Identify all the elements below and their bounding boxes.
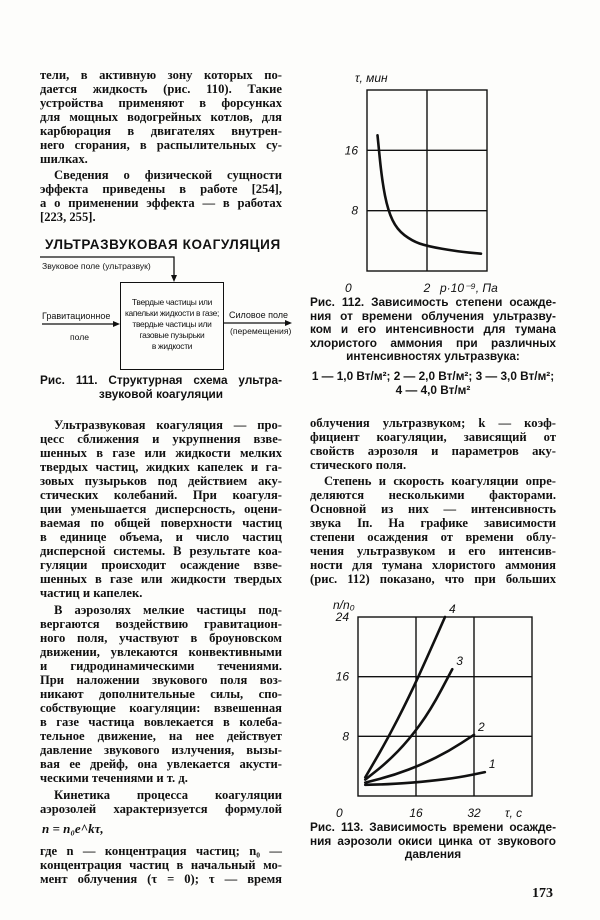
text-line: где n — концентрация частиц; n₀ — [40,844,282,858]
text-line: чения ультразвуком и его интенсив- [310,544,556,558]
text-line: ции уменьшается дисперсность, оцени- [40,502,282,516]
text-line: ния аэрозоли окиси цинка от звукового [310,833,556,848]
diagram-box-line: в жидкости [151,341,193,351]
text-line: ного поля, участвуют в броуновском [40,631,282,645]
text-line: и гидродинамическими течениями. [40,659,282,673]
origin-label: 0 [345,281,352,295]
text-line: зовых пузырьков под действием аку- [40,474,282,488]
text-line: тели, в активную зону которых по- [40,68,282,82]
text-line: дисперсной системы. В результате коа- [40,544,282,558]
text-line: вергаются воздействию гравитацион- [40,617,282,631]
diagram-output-1: Силовое поле [229,310,289,320]
text-line: Рис. 113. Зависимость времени осажде- [310,820,556,834]
y-tick-label: 16 [335,669,349,684]
text-line: звука Iп. На графике зависимости [310,516,556,530]
text-line: давления [404,847,462,861]
text-line: хлористого аммония при различных [310,335,556,350]
text-line: стического поля. [310,458,407,472]
x-axis-label: p·10⁻⁹, Па [440,281,498,295]
text-line: мент облучения (τ = 0); τ — время [40,872,282,886]
series-label: 4 [449,602,456,616]
x-axis-label: τ, с [505,806,523,820]
formula: n = n₀e^kτ, [42,821,104,836]
diagram-output-2: (перемещения) [230,326,292,336]
text-line: карбюрация в двигателях внутрен- [40,124,282,138]
text-line: В аэрозолях мелкие частицы под- [54,603,282,617]
text-line: шилках. [40,152,88,166]
text-line: для мощных водогрейных котлов, для [40,110,282,124]
text-line: никают дополнительные силы, спо- [40,687,282,701]
text-line: фициент коагуляции, зависящий от [310,430,556,444]
origin-label: 0 [336,806,343,820]
text-line: стических колебаний. При коагуля- [40,488,282,502]
text-line: цесс сближения и укрупнения взве- [40,432,282,446]
text-line: ности для тумана хлористого аммония [310,558,556,572]
y-axis-label: n/n₀ [333,598,355,612]
y-tick-label: 24 [335,610,349,624]
text-line: в газе частица вовлекается в колеба- [40,715,282,729]
x-tick-label: 2 [423,281,431,295]
text-line: интенсивностях ультразвука: [346,349,520,363]
text-line: частиц и капелек. [40,586,143,600]
series-label: 3 [456,654,463,669]
x-tick-label: 16 [409,806,423,820]
plot-frame [358,617,532,796]
text-line: него сгорания, в распылительных су- [40,138,282,152]
page-number: 173 [532,886,553,901]
diagram-top-input: Звуковое поле (ультразвук) [42,261,151,271]
text-line: устройства применяют в форсунках [40,96,282,110]
text-line: движении, увлекаются конвективными [40,645,282,659]
y-tick-label: 8 [342,729,349,744]
text-line: деляются несколькими факторами. [310,488,556,502]
text-line: гуляции происходит осаждение взве- [40,558,282,572]
text-line: вая ее дрейф, она увлекается акусти- [40,757,282,771]
series-line-3 [365,669,452,779]
text-line: Сведения о физической сущности [54,168,282,182]
y-tick-label: 8 [351,203,358,218]
text-line: тельное движение, на нее действует [40,729,282,743]
diagram-left-input-1: Гравитационное [42,311,111,321]
section-heading: УЛЬТРАЗВУКОВАЯ КОАГУЛЯЦИЯ [45,237,281,252]
diagram-box-line: газовые пузырьки [139,330,205,340]
text-line: Кинетика процесса коагуляции [54,788,282,802]
text-line: твердых частиц, жидких капелек и га- [40,460,282,474]
y-tick-label: 16 [344,143,358,158]
text-line: облучения ультразвуком; k — коэф- [310,416,556,430]
text-line: 4 — 4,0 Вт/м² [395,382,471,397]
text-line: ваемая по общей поверхности частиц [40,516,282,530]
text-line: Рис. 111. Структурная схема ультра- [40,373,282,387]
text-line: шенных в газе или жидкости твердых [40,572,282,586]
diagram-box-line: капельки жидкости в газе; [124,308,220,318]
text-line: ческими течениями и т. д. [40,771,188,785]
text-line: 1 — 1,0 Вт/м²; 2 — 2,0 Вт/м²; 3 — 3,0 Вт/м²; [311,369,555,383]
text-line: шенных в газе или жидкости мелких [40,446,282,460]
text-line: При наложении звукового поля воз- [40,673,282,687]
text-line: [223, 255]. [40,210,96,224]
series-label: 2 [478,719,485,734]
text-line: в единице объема, и число частиц [40,530,282,544]
diagram-left-input-2: поле [70,332,90,342]
text-line: дается жидкость (рис. 110). Такие [40,82,282,96]
diagram-box-line: Твердые частицы или [131,297,213,307]
text-line: ком и его интенсивности для тумана [310,322,556,336]
text-line: Степень и скорость коагуляции опре- [324,474,556,488]
text-line: концентрация частиц в начальный мо- [40,858,282,872]
text-line: эффекта приведены в работе [254], [40,182,282,196]
series-line-4 [365,617,445,777]
text-line: Ультразвуковая коагуляция — про- [54,418,282,432]
caption-fig-113 [310,821,556,862]
text-line: аэрозолей характеризуется формулой [40,802,282,816]
x-tick-label: 32 [467,806,481,820]
text-line: (рис. 112) показано, что при больших [310,572,556,586]
text-line: Основной из них — интенсивность [310,502,556,516]
diagram-box-line: твердые частицы или [132,319,212,329]
text-line: давление звукового излучения, вызы- [40,743,282,757]
text-line: ния от времени облучения ультразву- [310,308,556,323]
series-label: 1 [488,757,496,772]
text-line: степени осаждения от времени облу- [310,530,556,544]
text-line: а о применении эффекта — в работах [40,196,282,210]
text-line: Рис. 112. Зависимость степени осажде- [310,295,556,309]
text-line: звуковой коагуляции [98,386,224,401]
series-line-2 [365,735,474,783]
text-line: собствующие коагуляции: взвешенная [40,701,282,715]
text-line: свойств аэрозоля и параметров аку- [310,444,556,458]
y-axis-label: τ, мин [355,71,388,85]
